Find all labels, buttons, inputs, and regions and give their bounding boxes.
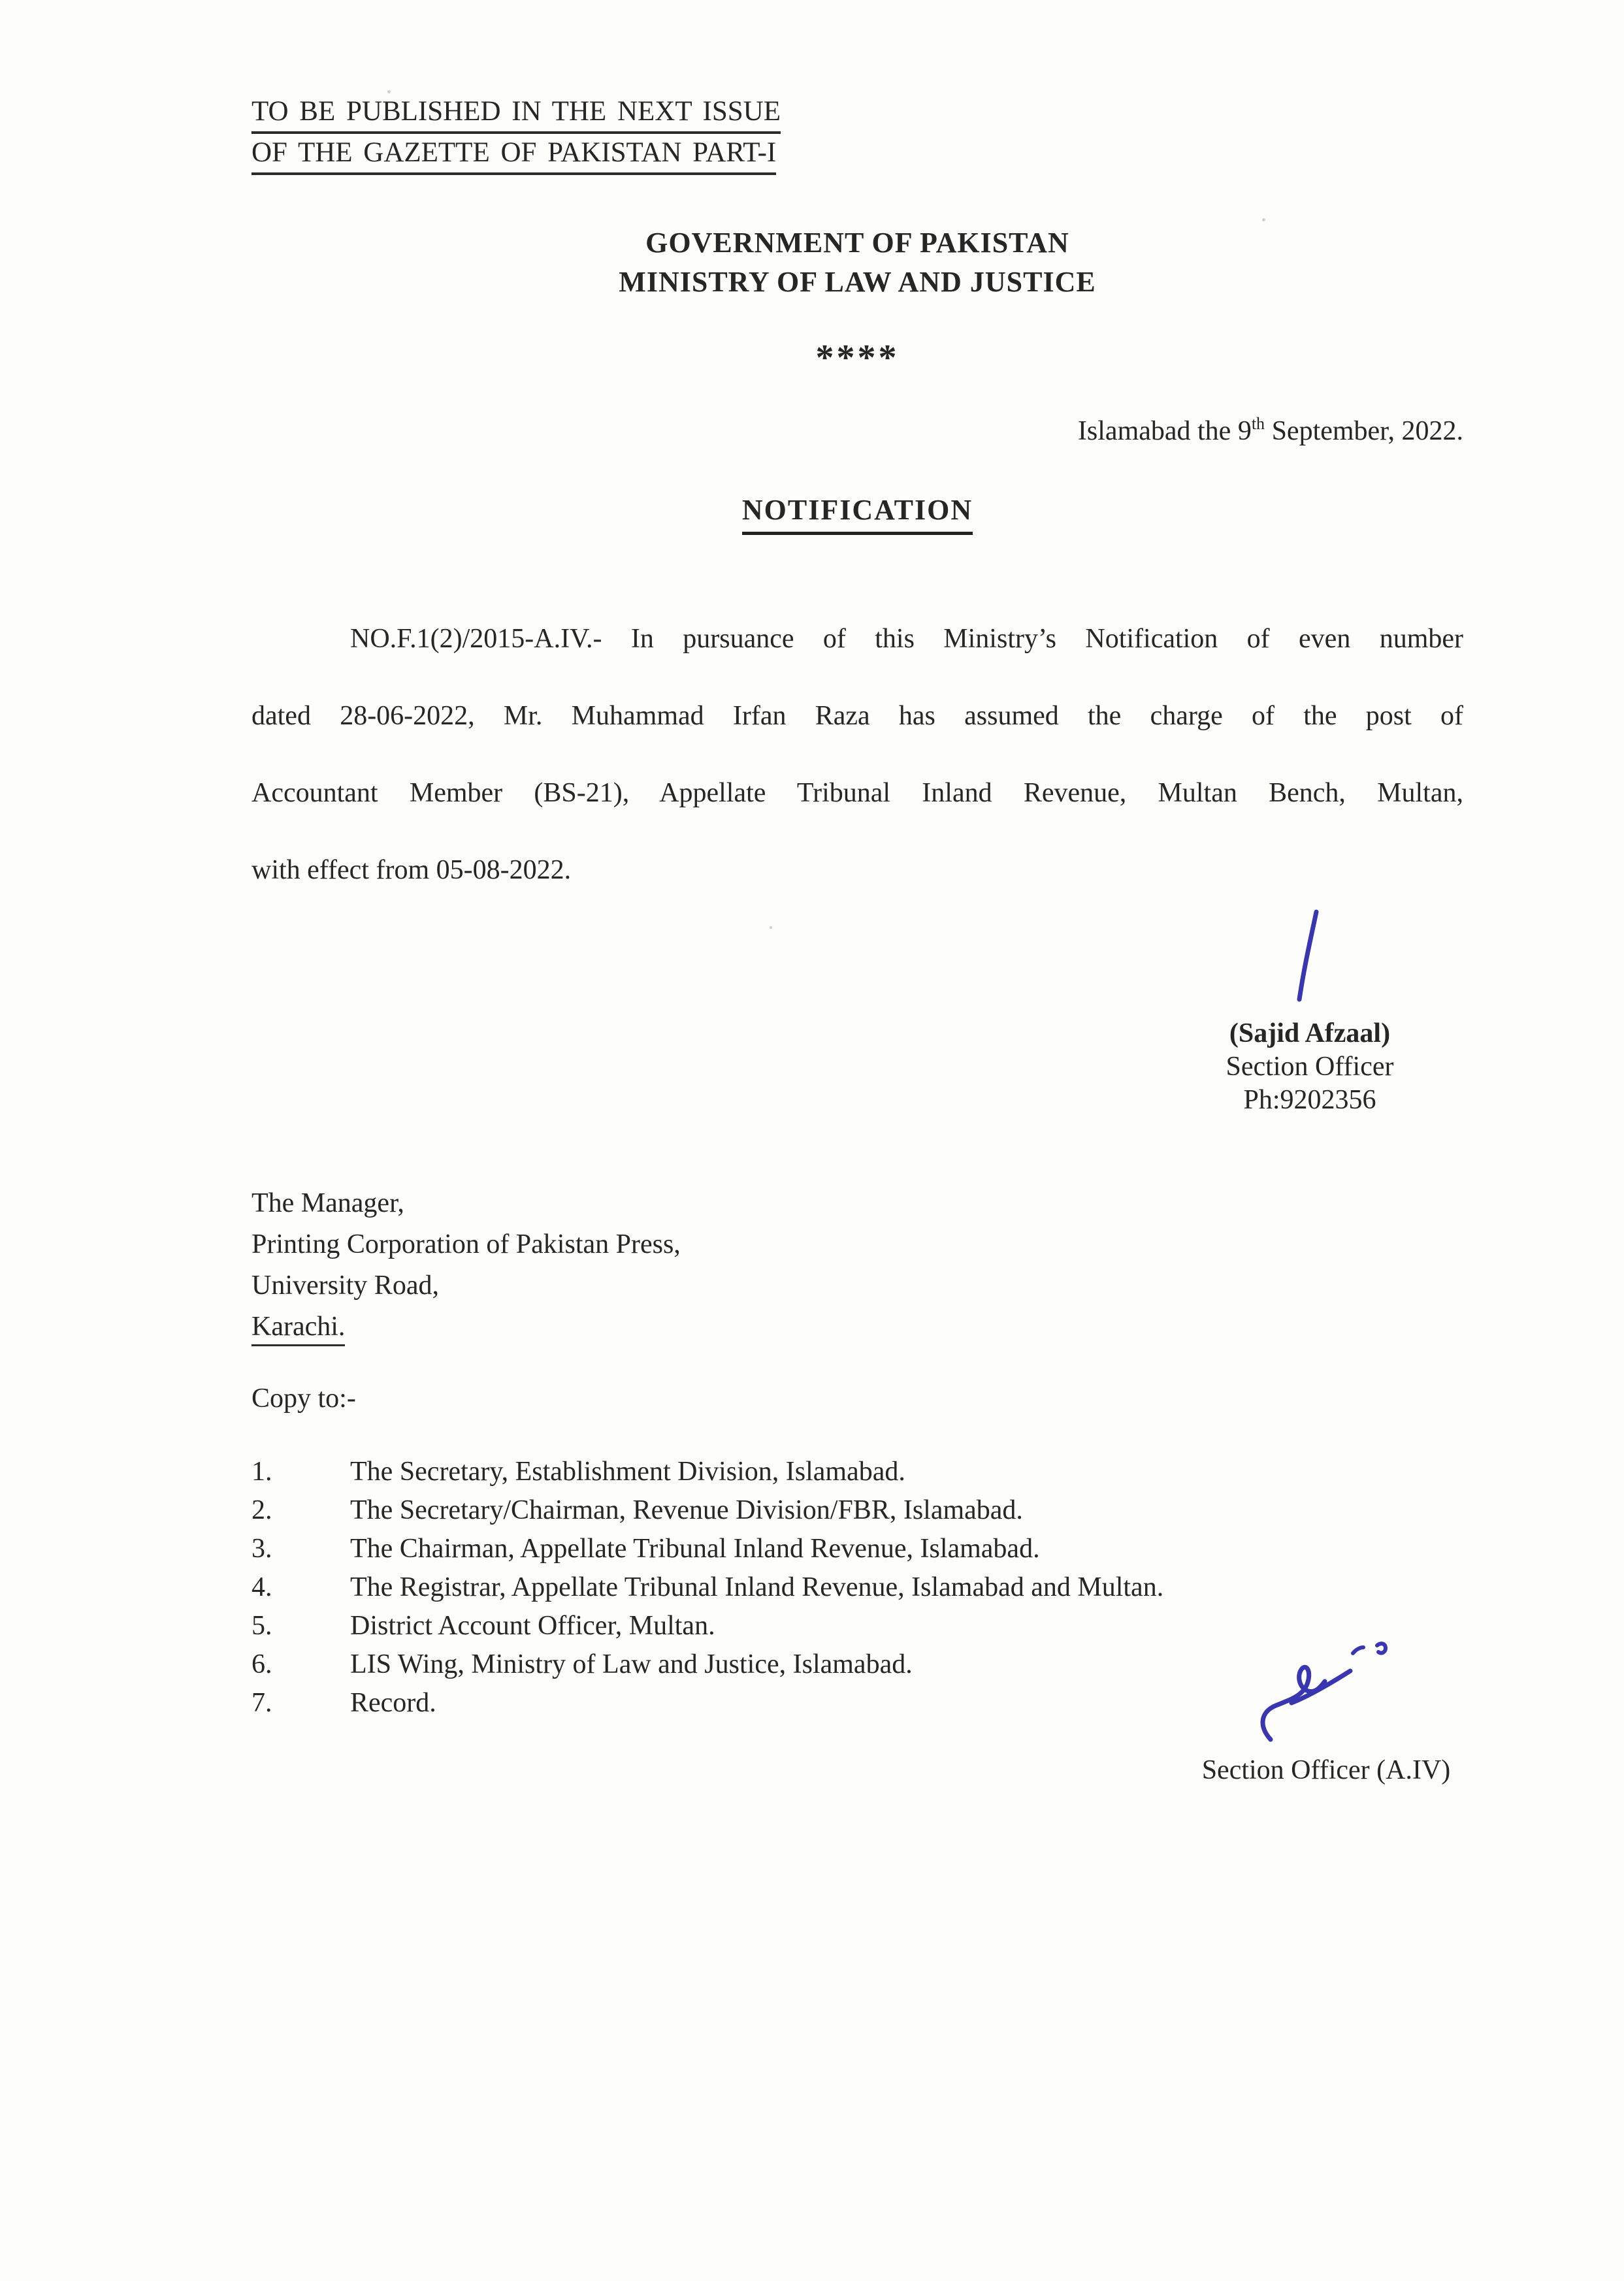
body-line: Accountant Member (BS-21), Appellate Tribunal Inland Revenue, Multan Bench, Multan, — [252, 778, 1463, 808]
body-line: dated 28-06-2022, Mr. Muhammad Irfan Raza has assumed the charge of the post of — [252, 701, 1463, 731]
dateline-text: Islamabad the 9 — [1077, 416, 1252, 446]
copy-list-item — [252, 1491, 1463, 1530]
signature-ink-stroke — [1290, 907, 1329, 1005]
footer-signatory-block — [1173, 1636, 1480, 1787]
ministry-name: MINISTRY OF LAW AND JUSTICE — [619, 266, 1096, 298]
gazette-note-line2: OF THE GAZETTE OF PAKISTAN PART-I — [252, 134, 1463, 175]
item-text: The Secretary, Establishment Division, Islamabad. — [350, 1457, 905, 1487]
letterhead — [252, 223, 1463, 302]
copy-to-heading: Copy to:- — [252, 1383, 356, 1414]
item-text: The Secretary/Chairman, Revenue Division/FBR, Islamabad. — [350, 1495, 1023, 1525]
item-text: Record. — [350, 1688, 436, 1718]
item-number: 7. — [252, 1688, 272, 1718]
copy-list-item — [252, 1568, 1463, 1607]
body-line: NO.F.1(2)/2015-A.IV.- In pursuance of this Ministry’s Notification of even number — [350, 624, 1463, 654]
dateline-text-after: September, 2022. — [1265, 416, 1463, 446]
body-line: with effect from 05-08-2022. — [252, 855, 572, 885]
signatory-block — [1166, 907, 1453, 1117]
item-number: 5. — [252, 1611, 272, 1641]
addressee-line: The Manager, — [252, 1188, 404, 1218]
signature-ink-scrawl — [1258, 1636, 1395, 1744]
signatory-name: (Sajid Afzaal) — [1229, 1018, 1391, 1048]
dateline — [252, 413, 1463, 453]
gazette-publication-note — [252, 93, 1463, 175]
addressee-line: University Road, — [252, 1270, 439, 1301]
dateline-ordinal-suffix: th — [1251, 414, 1265, 433]
footer-signatory-designation: Section Officer (A.IV) — [1201, 1755, 1451, 1785]
item-text: The Chairman, Appellate Tribunal Inland Revenue, Islamabad. — [350, 1534, 1040, 1564]
item-number: 2. — [252, 1495, 272, 1525]
item-text: The Registrar, Appellate Tribunal Inland Revenue, Islamabad and Multan. — [350, 1572, 1164, 1602]
item-text: LIS Wing, Ministry of Law and Justice, Islamabad. — [350, 1649, 913, 1679]
item-number: 1. — [252, 1457, 272, 1487]
document-content — [252, 0, 1463, 2281]
star-separator: **** — [815, 338, 900, 378]
item-number: 3. — [252, 1534, 272, 1564]
addressee-line: Printing Corporation of Pakistan Press, — [252, 1229, 681, 1259]
signatory-phone: Ph:9202356 — [1243, 1085, 1376, 1115]
item-text: District Account Officer, Multan. — [350, 1611, 715, 1641]
government-name: GOVERNMENT OF PAKISTAN — [645, 227, 1069, 259]
copy-list-item — [252, 1453, 1463, 1491]
notification-body — [252, 600, 1463, 909]
item-number: 4. — [252, 1572, 272, 1602]
signatory-designation: Section Officer — [1226, 1052, 1394, 1082]
gazette-note-line1: TO BE PUBLISHED IN THE NEXT ISSUE — [252, 93, 1463, 134]
item-number: 6. — [252, 1649, 272, 1679]
addressee-city: Karachi. — [252, 1306, 1463, 1348]
addressee-block — [252, 1183, 1463, 1348]
notification-title: NOTIFICATION — [252, 491, 1463, 535]
copy-list-item — [252, 1530, 1463, 1568]
